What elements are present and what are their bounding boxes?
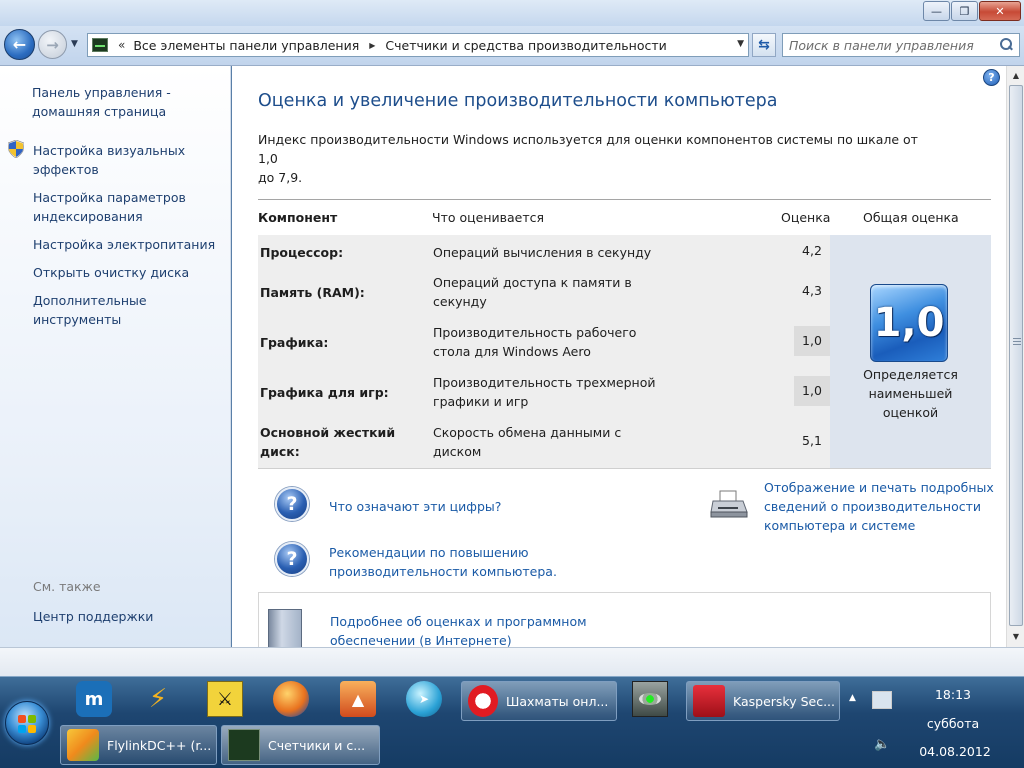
clock-date[interactable]: 04.08.2012: [919, 744, 991, 759]
table-row-desc-line: Операций доступа к памяти в: [433, 275, 632, 290]
intro-text: [258, 130, 938, 187]
show-hidden-icons[interactable]: ▲: [849, 693, 856, 703]
refresh-button[interactable]: [752, 33, 776, 57]
book-icon: [268, 609, 302, 647]
table-row-desc-line: Производительность трехмерной: [433, 375, 656, 390]
chevron-double-left-icon[interactable]: «: [118, 38, 126, 52]
table-row-score: 4,2: [802, 243, 822, 258]
kaspersky-icon: [693, 685, 725, 717]
forward-button[interactable]: [38, 30, 67, 59]
taskbar-window-label: FlylinkDC++ (r...: [107, 737, 212, 753]
sidebar-item-label: Настройка параметров: [33, 190, 186, 205]
intro-line: до 7,9.: [258, 170, 303, 185]
clock-day[interactable]: суббота: [926, 716, 980, 731]
divider: [258, 199, 991, 200]
table-row-label: Графика для игр:: [260, 385, 389, 400]
scrollbar-thumb[interactable]: [1009, 85, 1023, 626]
maximize-button[interactable]: ❐: [951, 1, 978, 21]
network-icon[interactable]: [872, 691, 892, 709]
address-bar: [0, 26, 1024, 66]
table-row-desc: [433, 323, 663, 361]
table-row-label: Память (RAM):: [260, 285, 365, 300]
grip-icon: [1013, 338, 1021, 346]
link-line: Рекомендации по повышению: [329, 545, 529, 560]
breadcrumb-current[interactable]: Счетчики и средства производительности: [385, 37, 667, 53]
search-icon[interactable]: [999, 38, 1013, 52]
uac-shield-icon: [8, 140, 24, 158]
address-dropdown-icon[interactable]: ▼: [737, 39, 744, 49]
breadcrumb-arrow-icon[interactable]: ▶: [369, 40, 376, 50]
sidebar-item-label: инструменты: [33, 312, 122, 327]
table-row-desc-line: стола для Windows Aero: [433, 344, 591, 359]
sidebar-item-advanced-tools[interactable]: [33, 291, 147, 329]
link-line: компьютера и системе: [764, 518, 916, 533]
taskbar-window-label: Счетчики и с...: [268, 737, 366, 753]
overall-caption-line: Определяется: [863, 367, 958, 382]
refresh-icon: ⇆: [758, 37, 770, 53]
address-box[interactable]: [87, 33, 749, 57]
taskbar-window-performance[interactable]: [221, 725, 380, 765]
sidebar-item-label: Дополнительные: [33, 293, 147, 308]
opera-icon: [468, 685, 498, 717]
sidebar-item-label: Настройка электропитания: [33, 237, 216, 252]
minimize-button[interactable]: —: [923, 1, 950, 21]
recommendations-link[interactable]: [329, 543, 557, 581]
taskbar-window-label: Шахматы онл...: [506, 693, 609, 709]
sidebar-item-indexing[interactable]: [33, 188, 186, 226]
table-row-label-line: Основной жесткий: [260, 425, 396, 440]
table-row-score: 1,0: [802, 333, 822, 348]
game-icon[interactable]: ▲: [340, 681, 376, 717]
table-row-desc-line: Скорость обмена данными с: [433, 425, 622, 440]
table-row-label: Процессор:: [260, 245, 344, 260]
link-line: сведений о производительности: [764, 499, 982, 514]
taskbar: [0, 676, 1024, 768]
link-line: производительности компьютера.: [329, 564, 557, 579]
table-row-label: Графика:: [260, 335, 329, 350]
winamp-icon[interactable]: ⚡: [148, 684, 168, 714]
flylink-icon: [67, 729, 99, 761]
close-button[interactable]: ✕: [979, 1, 1021, 21]
sidebar-item-label: индексирования: [33, 209, 143, 224]
what-numbers-link[interactable]: Что означают эти цифры?: [329, 499, 502, 514]
print-details-link[interactable]: [764, 478, 994, 535]
table-row-score: 4,3: [802, 283, 822, 298]
taskbar-window-chess[interactable]: [461, 681, 617, 721]
table-row-desc: Операций вычисления в секунду: [433, 245, 652, 260]
question-icon[interactable]: ?: [275, 487, 309, 521]
clock-time[interactable]: 18:13: [934, 687, 972, 702]
recent-pages-dropdown[interactable]: ▼: [71, 39, 78, 49]
search-input[interactable]: [782, 33, 1020, 57]
header-rated: Что оценивается: [432, 210, 545, 225]
performance-monitor-icon: [228, 729, 260, 761]
sidebar-home-link[interactable]: [32, 83, 171, 121]
scroll-down-icon[interactable]: ▼: [1012, 632, 1020, 641]
intro-line: Индекс производительности Windows используется для оценки компонентов системы по шкале от 1,0: [258, 132, 918, 166]
arrow-right-icon: →: [46, 35, 59, 54]
link-line: Отображение и печать подробных: [764, 480, 994, 495]
table-row-label-line: диск:: [260, 444, 300, 459]
status-bar: [0, 647, 1024, 676]
more-info-link[interactable]: [330, 612, 587, 647]
fish-icon[interactable]: ➤: [406, 681, 442, 717]
table-row-desc: [433, 273, 663, 311]
table-row-desc: [433, 423, 663, 461]
main-content: [232, 66, 1006, 647]
eye-icon: [639, 693, 661, 705]
firefox-icon[interactable]: [273, 681, 309, 717]
taskbar-window-kaspersky[interactable]: [686, 681, 840, 721]
sidebar-item-label: эффектов: [33, 162, 99, 177]
see-also-heading: См. также: [33, 579, 101, 594]
sidebar-item-support-center[interactable]: Центр поддержки: [33, 609, 154, 624]
table-row-label: [260, 423, 395, 461]
overall-caption-line: оценкой: [882, 405, 939, 420]
table-row-desc-line: диском: [433, 444, 482, 459]
sidebar-item-label: Открыть очистку диска: [33, 265, 190, 280]
divider: [258, 468, 991, 469]
caption-buttons: [922, 1, 1021, 21]
header-score: Оценка: [781, 210, 831, 225]
overall-score-badge: [870, 284, 948, 362]
breadcrumb-all-items[interactable]: Все элементы панели управления: [133, 37, 360, 53]
sidebar-item-disk-cleanup[interactable]: [33, 263, 189, 282]
back-button[interactable]: [4, 29, 35, 60]
page-title: Оценка и увеличение производительности компьютера: [258, 91, 778, 111]
link-line: Подробнее об оценках и программном: [330, 614, 587, 629]
sidebar-item-visual-effects[interactable]: [33, 141, 185, 179]
speaker-muted-icon[interactable]: 🔈: [874, 737, 891, 752]
more-info-panel: [258, 592, 991, 647]
overall-caption-line: наименьшей: [868, 386, 953, 401]
table-row-desc-line: графики и игр: [433, 394, 529, 409]
search-placeholder: Поиск в панели управления: [789, 37, 974, 53]
eye-app-icon[interactable]: [632, 681, 668, 717]
header-overall: Общая оценка: [863, 210, 959, 225]
sidebar-item-label: Настройка визуальных: [33, 143, 186, 158]
scroll-up-icon[interactable]: ▲: [1012, 71, 1020, 80]
table-row-desc-line: секунду: [433, 294, 487, 309]
table-row-desc-line: Производительность рабочего: [433, 325, 637, 340]
arrow-left-icon: ←: [12, 35, 27, 54]
question-icon[interactable]: ?: [275, 542, 309, 576]
printer-icon[interactable]: [710, 490, 748, 520]
table-row-score: 1,0: [802, 383, 822, 398]
maxthon-icon[interactable]: m: [76, 681, 112, 717]
sidebar-home-line1: Панель управления -: [32, 85, 171, 100]
taskbar-window-label: Kaspersky Sec...: [733, 693, 836, 709]
table-row-score: 5,1: [802, 433, 822, 448]
link-line: обеспечении (в Интернете): [330, 633, 512, 647]
table-row-desc: [433, 373, 663, 411]
overall-score-panel: [830, 235, 991, 468]
sidebar-home-line2: домашняя страница: [32, 104, 167, 119]
performance-monitor-icon: [92, 38, 108, 52]
taskbar-window-flylink[interactable]: [60, 725, 217, 765]
the-bat-icon[interactable]: ⚔: [207, 681, 243, 717]
start-button[interactable]: [5, 701, 49, 745]
title-bar: [0, 0, 1024, 26]
header-component: Компонент: [258, 210, 338, 225]
overall-caption: [830, 365, 991, 422]
sidebar: [0, 66, 231, 647]
sidebar-item-power[interactable]: [33, 235, 215, 254]
overall-score-value: 1,0: [873, 300, 945, 346]
help-icon[interactable]: ?: [983, 69, 1000, 86]
vertical-scrollbar[interactable]: [1006, 66, 1024, 647]
